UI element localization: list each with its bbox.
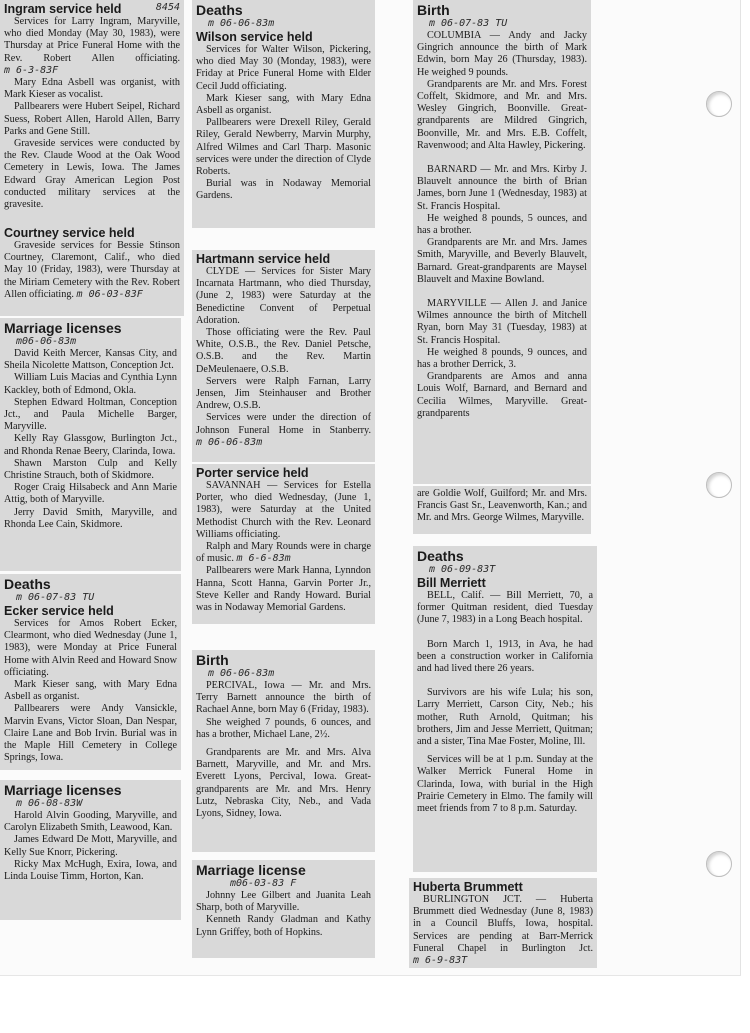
section-heading: Marriage license bbox=[196, 862, 306, 878]
article-paragraph: Grandparents are Amos and anna Louis Wolf, Barnard, and Bernard and Cecilia Wilmes, Maryville. Great-grandparents bbox=[417, 371, 587, 419]
license-entry: Stephen Edward Holtman, Conception Jct., and Paula Michelle Barger, Maryville. bbox=[4, 396, 177, 433]
license-entry: Jerry David Smith, Maryville, and Rhonda Lee Cain, Skidmore. bbox=[4, 506, 177, 530]
section-heading: Deaths bbox=[4, 576, 51, 592]
article-paragraph: Mary Edna Asbell was organist, with Mark Kieser as vocalist. bbox=[4, 77, 180, 101]
article-paragraph: Services for Amos Robert Ecker, Clearmont, who died Wednesday (June 1, 1983), were Monday at Price Funeral Home with Alvin Reed and Howard Snow officiating. bbox=[4, 618, 177, 678]
article-paragraph: PERCIVAL, Iowa — Mr. and Mrs. Terry Barnett announce the birth of Rachael Anne, born May 6 (Friday, 1983). bbox=[196, 680, 371, 716]
article-paragraph: Mark Kieser sang, with Mary Edna Asbell as organist. bbox=[4, 679, 177, 703]
clipping-headline: Courtney service held bbox=[4, 226, 135, 240]
clipping-births bbox=[413, 0, 591, 484]
handwritten-date: m06-03-83 F bbox=[230, 878, 297, 889]
license-entry: Kelly Ray Glassgow, Burlington Jct., and Rhonda Renae Beery, Clarinda, Iowa. bbox=[4, 433, 177, 457]
handwritten-date: m 06-06-83m bbox=[196, 436, 263, 448]
section-heading: Deaths bbox=[417, 548, 464, 564]
article-paragraph: Services for Larry Ingram, Maryville, who died Monday (May 30, 1983), were Thursday at Price Funeral Home with the Rev. Robert Allen officiating. m 6-3-83F bbox=[4, 16, 180, 76]
clipping-headline: Bill Merriett bbox=[417, 576, 486, 590]
clipping-headline: Wilson service held bbox=[196, 30, 313, 44]
handwritten-date: m 06-06-83m bbox=[208, 18, 275, 29]
handwritten-date: m 06-09-83T bbox=[429, 564, 496, 575]
article-paragraph: Survivors are his wife Lula; his son, Larry Merriett, Carson City, Neb.; his mother, Ruth Arnold, Quitman; his brothers, Jim and Jesse Merriett, Quitman; and a sister, Tina Mae Foster, Moline, Ill. bbox=[417, 687, 593, 748]
article-paragraph: Graveside services were conducted by the Rev. Claude Wood at the Oak Wood Cemetery in Lewis, Iowa. The James Edward Gray American Legion Post conducted military services at the gravesite. bbox=[4, 138, 180, 211]
section-heading: Birth bbox=[417, 2, 450, 18]
clipping-headline: Hartmann service held bbox=[196, 252, 331, 266]
article-paragraph: Graveside services for Bessie Stinson Courtney, Claremont, Calif., who died May 10 (Friday, 1983), were Thursday at the Miriam Cemetery with the Rev. Robert Allen officiating. m 06-03-83F bbox=[4, 240, 180, 300]
section-heading: Marriage licenses bbox=[4, 320, 122, 336]
clipping-marriage-licenses-2 bbox=[0, 780, 181, 920]
license-entry: Harold Alvin Gooding, Maryville, and Carolyn Elizabeth Smith, Leawood, Kan. bbox=[4, 810, 177, 834]
clipping-wilson bbox=[192, 0, 375, 228]
article-paragraph: Ralph and Mary Rounds were in charge of music. m 6-6-83m bbox=[196, 541, 371, 565]
clipping-ecker bbox=[0, 574, 181, 770]
binder-hole-bottom bbox=[706, 851, 732, 877]
article-paragraph: He weighed 8 pounds, 9 ounces, and has a brother Derrick, 3. bbox=[417, 346, 587, 371]
article-paragraph: Pallbearers were Drexell Riley, Gerald Riley, Gerald Newberry, Marvin Murphy, Alfred Wilmes and Carl Tharp. Masonic services were under the direction of Clyde Roberts. bbox=[196, 117, 371, 178]
handwritten-date: m 06-07-83 TU bbox=[429, 18, 508, 29]
license-entry: Roger Craig Hilsabeck and Ann Marie Attig, both of Maryville. bbox=[4, 482, 177, 506]
clipping-headline: Porter service held bbox=[196, 466, 309, 480]
license-entry: David Keith Mercer, Kansas City, and Sheila Nicolette Mattson, Conception Jct. bbox=[4, 348, 177, 372]
handwritten-date: m06-06-83m bbox=[16, 336, 77, 347]
section-heading: Marriage licenses bbox=[4, 782, 122, 798]
handwritten-date: m 06-08-83W bbox=[16, 798, 83, 809]
handwritten-date: m 6-9-83T bbox=[413, 955, 468, 967]
article-paragraph: CLYDE — Services for Sister Mary Incarnata Hartmann, who died Thursday, (June 2, 1983) were Saturday at the Benedictine Convent of Perpetual Adoration. bbox=[196, 266, 371, 326]
article-paragraph: are Goldie Wolf, Guilford; Mr. and Mrs. Francis Gast Sr., Leavenworth, Kan.; and Mr. and Mrs. George Wilmes, Maryville. bbox=[417, 488, 587, 524]
license-entry: Johnny Lee Gilbert and Juanita Leah Sharp, both of Maryville. bbox=[196, 890, 371, 914]
binder-hole-top bbox=[706, 91, 732, 117]
article-paragraph: Grandparents are Mr. and Mrs. Forest Coffelt, Skidmore, and Mr. and Mrs. Wesley Gingrich, Boonville. Great-grandparents are Mildred Gingrich, Boonville, Mr. and Mrs. E.B. Coffelt, Ravenwood; and Alta Hawley, Pickering. bbox=[417, 78, 587, 151]
article-paragraph: BURLINGTON JCT. — Huberta Brummett died Wednesday (June 8, 1983) in a Council Bluffs, Iowa, hospital. Services are pending at Barr-Merrick Funeral Chapel in Burlington Jct. m 6-9-83T bbox=[413, 894, 593, 967]
clipping-ingram bbox=[0, 0, 184, 230]
article-paragraph: Services were under the direction of Johnson Funeral Home in Stanberry. m 06-06-83m bbox=[196, 412, 371, 448]
handwritten-date: m 6-6-83m bbox=[236, 553, 291, 565]
article-paragraph: Servers were Ralph Farnan, Larry Jensen, Jim Steinhauser and Brother Andrew, O.S.B. bbox=[196, 375, 371, 412]
article-paragraph: MARYVILLE — Allen J. and Janice Wilmes announce the birth of Mitchell Ryan, born May 31 (Tuesday, 1983) at St. Francis Hospital. bbox=[417, 298, 587, 346]
article-paragraph: Burial was in Nodaway Memorial Gardens. bbox=[196, 178, 371, 202]
article-paragraph: Pallbearers were Hubert Seipel, Richard Suess, Robert Allen, Harold Allen, Barry Parks and Gene Still. bbox=[4, 101, 180, 137]
article-paragraph: Pallbearers were Andy Vansickle, Marvin Evans, Victor Sloan, Dan Nespar, Claire Lane and Bob Irvin. Burial was in the Maple Hill Cemetery in College Springs, Iowa. bbox=[4, 703, 177, 764]
handwritten-date: m 06-07-83 TU bbox=[16, 592, 95, 603]
article-paragraph: He weighed 8 pounds, 5 ounces, and has a brother. bbox=[417, 212, 587, 237]
binder-hole-middle bbox=[706, 472, 732, 498]
article-paragraph: Grandparents are Mr. and Mrs. Alva Barnett, Maryville, and Mr. and Mrs. Everett Lyons, Percival, Iowa. Great-grandparents are Mr. and Mrs. Henry Lutz, Nebraska City, Neb., and Vada Lyons, Sidney, Iowa. bbox=[196, 747, 371, 820]
clipping-headline: Ecker service held bbox=[4, 604, 114, 618]
clipping-headline: Ingram service held bbox=[4, 2, 122, 16]
article-paragraph: Services will be at 1 p.m. Sunday at the Walker Merrick Funeral Home in Clarinda, Iowa, with burial in the High Prairie Cemetery in Elmo. The family will meet friends from 7 to 8 p.m. Saturday. bbox=[417, 754, 593, 815]
license-entry: Shawn Marston Culp and Kelly Christine Strauch, both of Skidmore. bbox=[4, 457, 177, 482]
license-entry: Kenneth Randy Gladman and Kathy Lynn Griffey, both of Hopkins. bbox=[196, 914, 371, 938]
clipping-births-continued bbox=[413, 486, 591, 534]
article-paragraph: Grandparents are Mr. and Mrs. James Smith, Maryville, and Beverly Blauvelt, Barnard. Great-grandparents are Maysel Blauvelt and Maxine Bowland. bbox=[417, 237, 587, 285]
article-paragraph: COLUMBIA — Andy and Jacky Gingrich announce the birth of Mark Edwin, born May 26 (Thursday, 1983). He weighed 9 pounds. bbox=[417, 30, 587, 78]
clipping-birth-barnett bbox=[192, 650, 375, 852]
clipping-marriage-licenses-1 bbox=[0, 318, 181, 571]
handwritten-date: m 06-03-83F bbox=[76, 288, 143, 300]
section-heading: Birth bbox=[196, 652, 229, 668]
article-paragraph: Services for Walter Wilson, Pickering, who died May 30 (Monday, 1983), were Friday at Price Funeral Home with Elder Cecil Judd officiating. bbox=[196, 44, 371, 92]
handwritten-date: m 06-06-83m bbox=[208, 668, 275, 679]
article-paragraph: SAVANNAH — Services for Estella Porter, who died Wednesday, (June 1, 1983), were Saturday at the United Methodist Church with the Rev. Leonard Williams officiating. bbox=[196, 480, 371, 540]
article-paragraph: Mark Kieser sang, with Mary Edna Asbell as organist. bbox=[196, 92, 371, 117]
clipping-courtney bbox=[0, 224, 184, 316]
clipping-marriage-license bbox=[192, 860, 375, 958]
article-paragraph: Pallbearers were Mark Hanna, Lynndon Hanna, Scott Hanna, Garvin Porter Jr., Steve Keller and Randy Howard. Burial was in Nodaway Memorial Gardens. bbox=[196, 565, 371, 614]
clipping-porter bbox=[192, 464, 375, 624]
article-paragraph: Those officiating were the Rev. Paul White, O.S.B., the Rev. Daniel Petsche, O.S.B. and the Rev. Martin DeMeulenaere, O.S.B. bbox=[196, 327, 371, 375]
license-entry: Ricky Max McHugh, Exira, Iowa, and Linda Louise Timm, Horton, Kan. bbox=[4, 858, 177, 883]
article-paragraph: She weighed 7 pounds, 6 ounces, and has a brother, Michael Lane, 2½. bbox=[196, 716, 371, 740]
clipping-merriett bbox=[413, 546, 597, 872]
article-paragraph: BARNARD — Mr. and Mrs. Kirby J. Blauvelt announce the birth of Brian James, born June 1 (Wednesday, 1983) at St. Francis Hospital. bbox=[417, 164, 587, 212]
handwritten-note: 8454 bbox=[155, 2, 180, 13]
license-entry: William Luis Macias and Cynthia Lynn Kackley, both of Edmond, Okla. bbox=[4, 372, 177, 396]
section-heading: Deaths bbox=[196, 2, 243, 18]
handwritten-date: m 6-3-83F bbox=[4, 64, 59, 76]
license-entry: James Edward De Mott, Maryville, and Kelly Sue Knorr, Pickering. bbox=[4, 834, 177, 858]
article-paragraph: BELL, Calif. — Bill Merriett, 70, a former Quitman resident, died Tuesday (June 7, 1983) in a Long Beach hospital. bbox=[417, 590, 593, 626]
article-paragraph: Born March 1, 1913, in Ava, he had been a construction worker in California and had lived there 26 years. bbox=[417, 638, 593, 675]
clipping-brummett bbox=[409, 878, 597, 968]
clipping-headline: Huberta Brummett bbox=[413, 880, 523, 894]
clipping-hartmann bbox=[192, 250, 375, 462]
